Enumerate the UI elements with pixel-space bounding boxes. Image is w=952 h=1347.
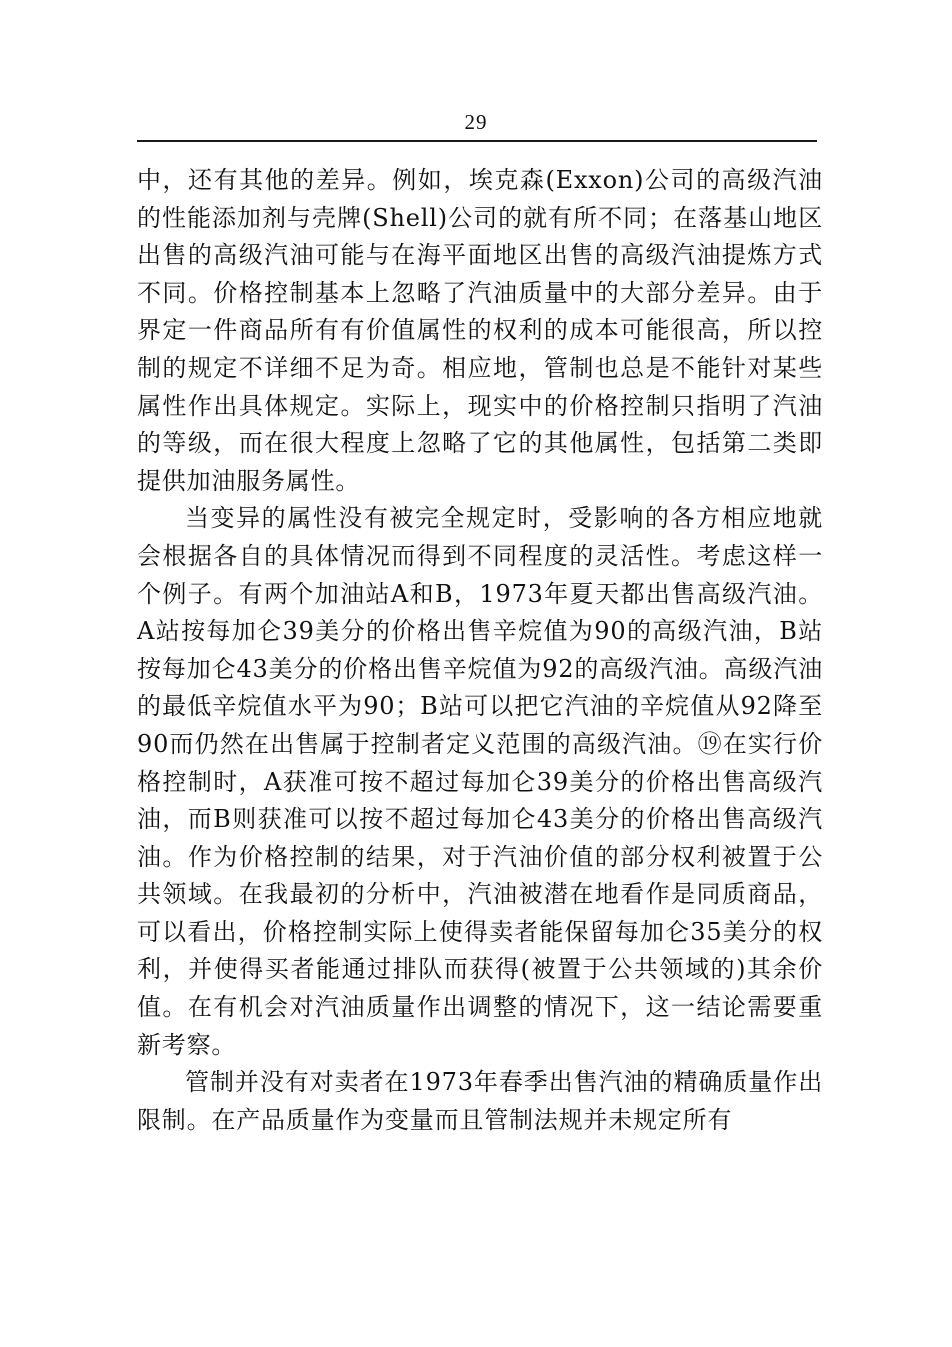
paragraph-2: 当变异的属性没有被完全规定时，受影响的各方相应地就会根据各自的具体情况而得到不同程度的灵活性。考虑这样一个例子。有两个加油站A和B，1973年夏天都出售高级汽油。A站按每加仑39美分的价格出售辛烷值为90的高级汽油，B站按每加仑43美分的价格出售辛烷值为92的高级汽油。高级汽油的最低辛烷值水平为90；B站可以把它汽油的辛烷值从92降至90而仍然在出售属于控制者定义范围的高级汽油。⑲在实行价格控制时，A获准可按不超过每加仑39美分的价格出售高级汽油，而B则获准可以按不超过每加仑43美分的价格出售高级汽油。作为价格控制的结果，对于汽油价值的部分权利被置于公共领域。在我最初的分析中，汽油被潜在地看作是同质商品，可以看出，价格控制实际上使得卖者能保留每加仑35美分的权利，并使得买者能通过排队而获得(被置于公共领域的)其余价值。在有机会对汽油质量作出调整的情况下，这一结论需要重新考察。 bbox=[137, 504, 823, 1059]
paragraph-3: 管制并没有对卖者在1973年春季出售汽油的精确质量作出限制。在产品质量作为变量而且管制法规并未规定所有 bbox=[137, 1068, 823, 1134]
header-rule bbox=[137, 140, 817, 142]
page-number: 29 bbox=[464, 110, 488, 134]
body-text bbox=[137, 162, 823, 1139]
paragraph-1: 中，还有其他的差异。例如，埃克森(Exxon)公司的高级汽油的性能添加剂与壳牌(Shell)公司的就有所不同；在落基山地区出售的高级汽油可能与在海平面地区出售的高级汽油提炼方式不同。价格控制基本上忽略了汽油质量中的大部分差异。由于界定一件商品所有有价值属性的权利的成本可能很高，所以控制的规定不详细不足为奇。相应地，管制也总是不能针对某些属性作出具体规定。实际上，现实中的价格控制只指明了汽油的等级，而在很大程度上忽略了它的其他属性，包括第二类即提供加油服务属性。 bbox=[137, 166, 823, 495]
